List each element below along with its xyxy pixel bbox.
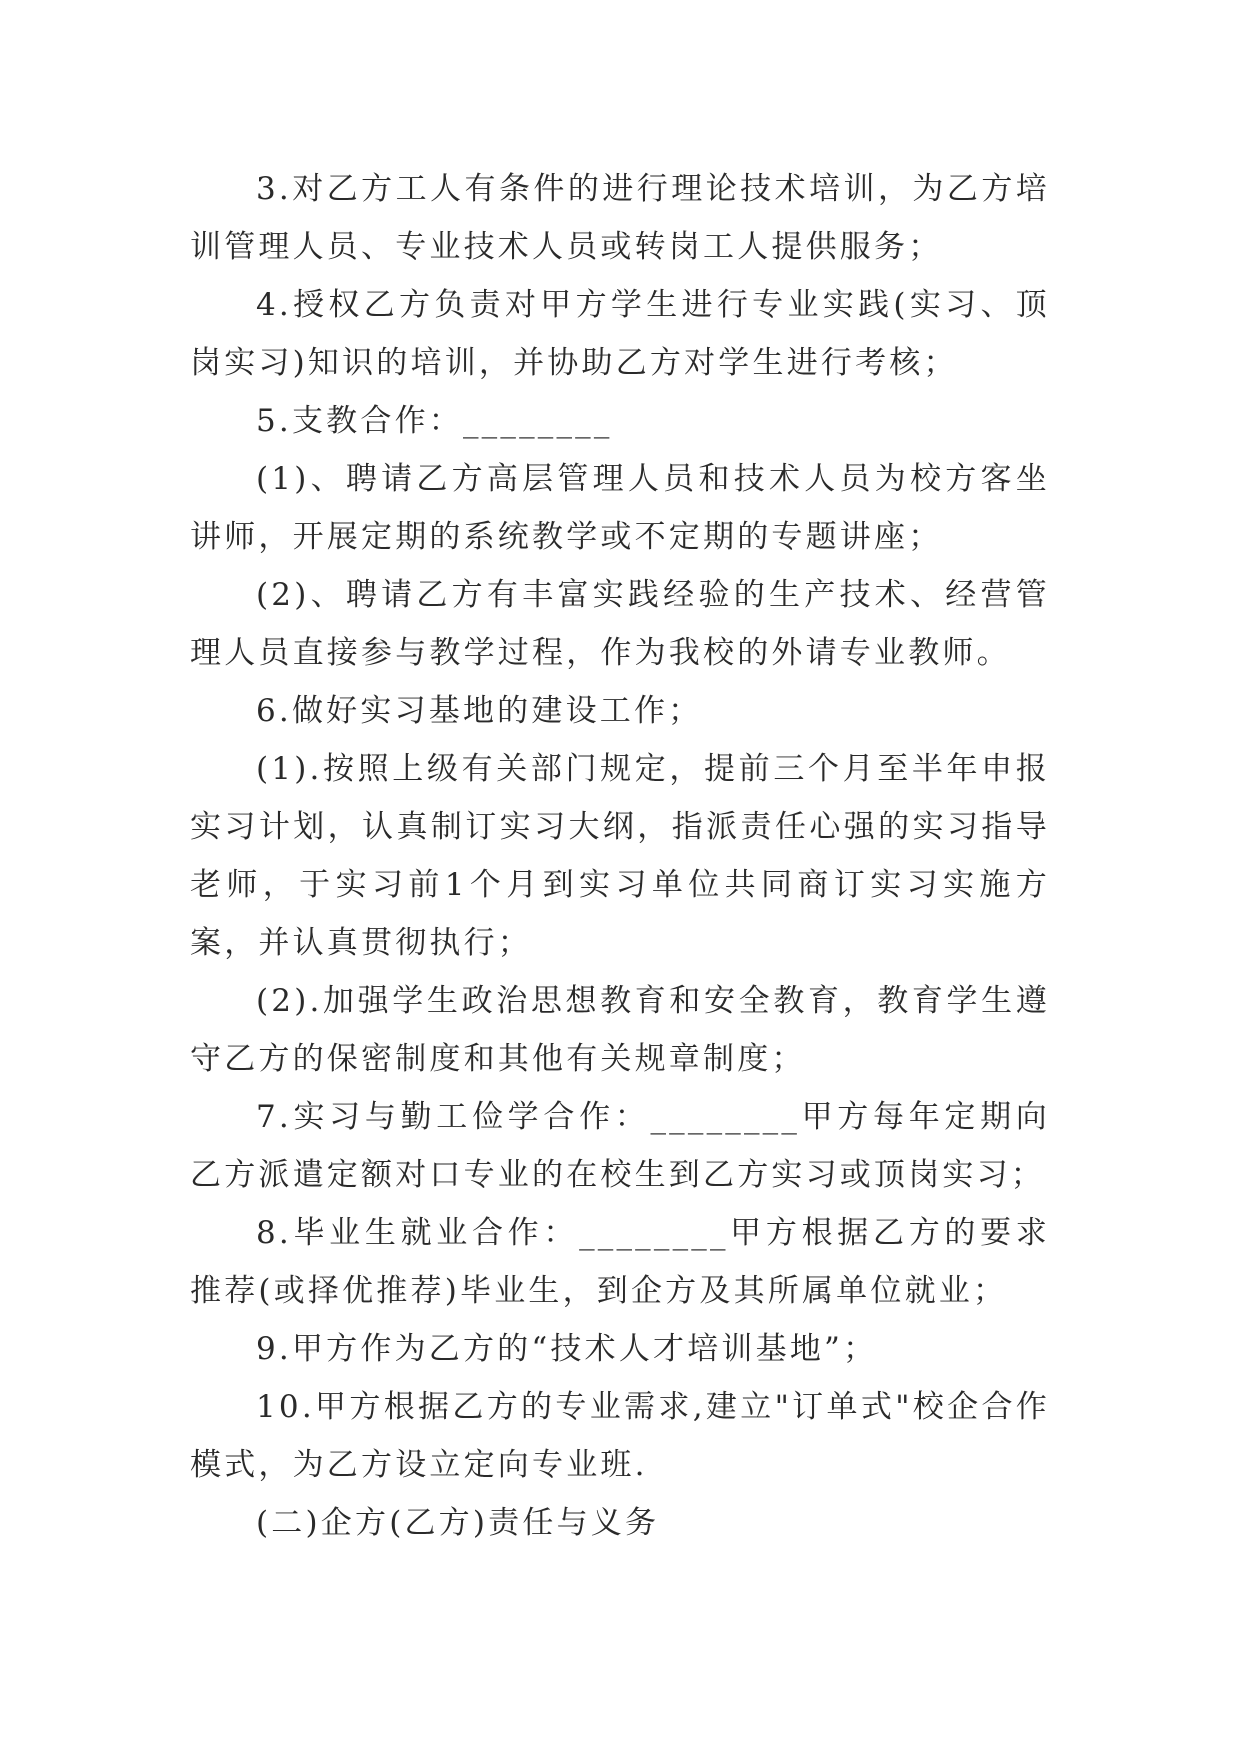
paragraph-sub-5-2: (2)、聘请乙方有丰富实践经验的生产技术、经营管理人员直接参与教学过程，作为我校的外请专业教师。 <box>190 577 1050 671</box>
document-body <box>190 160 1050 1552</box>
section-heading-enterprise-duties: (二)企方(乙方)责任与义务 <box>256 1505 660 1541</box>
paragraph-item-6: 6.做好实习基地的建设工作； <box>256 693 703 729</box>
paragraph-sub-6-1: (1).按照上级有关部门规定，提前三个月至半年申报实习计划，认真制订实习大纲，指派责任心强的实习指导老师，于实习前1个月到实习单位共同商订实习实施方案，并认真贯彻执行； <box>190 751 1050 961</box>
paragraph-item-3: 3.对乙方工人有条件的进行理论技术培训，为乙方培训管理人员、专业技术人员或转岗工人提供服务； <box>190 171 1050 265</box>
paragraph-item-8: 8.毕业生就业合作：________甲方根据乙方的要求推荐(或择优推荐)毕业生，到企方及其所属单位就业； <box>190 1215 1050 1309</box>
paragraph-sub-5-1: (1)、聘请乙方高层管理人员和技术人员为校方客坐讲师，开展定期的系统教学或不定期的专题讲座； <box>190 461 1050 555</box>
paragraph-item-10: 10.甲方根据乙方的专业需求,建立"订单式"校企合作模式，为乙方设立定向专业班. <box>190 1389 1050 1483</box>
paragraph-item-4: 4.授权乙方负责对甲方学生进行专业实践(实习、顶岗实习)知识的培训，并协助乙方对学生进行考核； <box>190 287 1050 381</box>
paragraph-sub-6-2: (2).加强学生政治思想教育和安全教育，教育学生遵守乙方的保密制度和其他有关规章制度； <box>190 983 1050 1077</box>
paragraph-item-5: 5.支教合作：________ <box>256 403 613 439</box>
paragraph-item-9: 9.甲方作为乙方的“技术人才培训基地”； <box>256 1331 878 1367</box>
paragraph-item-7: 7.实习与勤工俭学合作：________甲方每年定期向乙方派遣定额对口专业的在校生到乙方实习或顶岗实习； <box>190 1099 1050 1193</box>
